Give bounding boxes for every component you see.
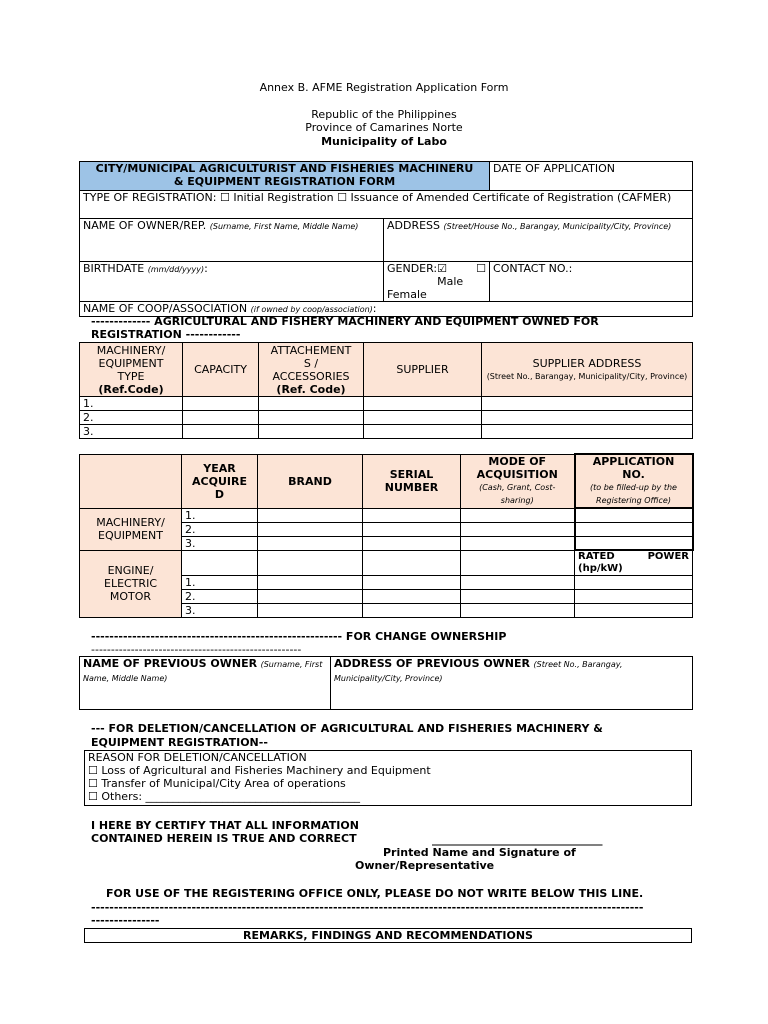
col-attachments-line3: ACCESSORIES	[272, 369, 350, 383]
engine-line3: MOTOR	[109, 590, 152, 604]
birthdate-field[interactable]	[80, 262, 384, 302]
col-attachments-header	[259, 343, 364, 397]
owner-address-hint: (Street/House No., Barangay, Municipality/City, Province)	[443, 222, 672, 231]
owner-name-label: NAME OF OWNER/REP.	[83, 219, 207, 232]
col-machinery-type-header	[80, 343, 183, 397]
col-supplier-address-header	[482, 343, 693, 397]
table-cell[interactable]	[363, 522, 461, 536]
section-machinery-heading-2: REGISTRATION ------------	[91, 328, 241, 341]
col-serial-number-header	[363, 454, 461, 508]
table-cell[interactable]	[575, 576, 693, 590]
table-cell[interactable]	[461, 536, 575, 550]
table-cell[interactable]	[575, 604, 693, 618]
table-row	[80, 397, 693, 411]
table-cell[interactable]	[575, 590, 693, 604]
table-cell[interactable]	[461, 550, 575, 576]
certify-line-2: CONTAINED HEREIN IS TRUE AND CORRECT	[91, 832, 357, 845]
table-cell[interactable]	[364, 425, 482, 439]
row-machinery-equipment-label	[80, 508, 182, 550]
table-cell[interactable]	[363, 590, 461, 604]
section-deletion-heading-1: --- FOR DELETION/CANCELLATION OF AGRICULTURAL AND FISHERIES MACHINERY &	[91, 722, 603, 735]
table-cell[interactable]	[461, 590, 575, 604]
certify-line-1: I HERE BY CERTIFY THAT ALL INFORMATION	[91, 819, 359, 832]
col-attachments-line2: S /	[303, 356, 319, 370]
section-change-ownership-dashes: -----------------------------------------------------	[91, 643, 302, 656]
col-attachments-line1: ATTACHEMENT	[270, 343, 352, 357]
previous-owner-address-field[interactable]	[331, 657, 693, 710]
birthdate-label: BIRTHDATE	[83, 262, 145, 275]
col-year-line1: YEAR	[203, 461, 236, 475]
table-cell[interactable]	[259, 397, 364, 411]
table-cell[interactable]	[575, 508, 693, 522]
table-cell[interactable]	[258, 508, 363, 522]
col-attachments-refcode: (Ref. Code)	[276, 382, 346, 396]
office-dashes-1: -------------------------------------------------------------------------------------------------------------------------	[91, 901, 644, 914]
col-supplier-address-label: SUPPLIER ADDRESS	[532, 356, 642, 370]
col-serial-line2: NUMBER	[384, 481, 439, 494]
type-of-registration-text: TYPE OF REGISTRATION: ☐ Initial Registration ☐ Issuance of Amended Certificate of Registration (CAFMER)	[83, 191, 672, 204]
office-use-notice: FOR USE OF THE REGISTERING OFFICE ONLY, PLEASE DO NOT WRITE BELOW THIS LINE.	[106, 887, 644, 900]
rated-power-unit: (hp/kW)	[578, 563, 623, 574]
table-cell[interactable]	[461, 576, 575, 590]
form-title-line1: CITY/MUNICIPAL AGRICULTURIST AND FISHERIES MACHINERU	[95, 162, 474, 175]
table-cell[interactable]	[482, 425, 693, 439]
table-cell[interactable]	[363, 576, 461, 590]
gender-female-label: Female	[387, 288, 427, 301]
table-cell[interactable]	[482, 411, 693, 425]
col-mode-line1: MODE OF	[488, 455, 547, 468]
deletion-reason-label: REASON FOR DELETION/CANCELLATION	[88, 751, 307, 764]
machinery-line1: MACHINERY/	[96, 516, 165, 529]
form-title-line2: & EQUIPMENT REGISTRATION FORM	[173, 175, 396, 188]
date-of-application-field[interactable]	[490, 162, 693, 191]
row-number[interactable]: 3.	[182, 536, 258, 550]
rated-label: RATED	[578, 551, 615, 562]
previous-owner-table	[79, 656, 693, 710]
col-appno-hint: (to be filled-up by the Registering Office)	[590, 483, 677, 505]
contact-number-field[interactable]	[490, 262, 693, 302]
col-capacity-header: CAPACITY	[183, 343, 259, 397]
signature-label-2: Owner/Representative	[355, 859, 495, 872]
row-engine-motor-label	[80, 550, 182, 618]
col-machinery-type-line2: EQUIPMENT	[98, 356, 164, 370]
previous-owner-name-field[interactable]	[80, 657, 331, 710]
reason-loss-checkbox[interactable]: ☐ Loss of Agricultural and Fisheries Machinery and Equipment	[88, 764, 431, 777]
section-machinery-heading-1: ------------- AGRICULTURAL AND FISHERY MACHINERY AND EQUIPMENT OWNED FOR	[91, 315, 599, 328]
table-cell[interactable]	[363, 604, 461, 618]
coop-hint: (if owned by coop/association)	[250, 305, 373, 314]
table-cell[interactable]	[363, 550, 461, 576]
annex-title: Annex B. AFME Registration Application Form	[259, 81, 509, 94]
municipality-text: Municipality of Labo	[321, 135, 447, 148]
table-cell[interactable]	[182, 550, 258, 576]
col-year-line2: ACQUIRE	[192, 474, 247, 488]
signature-label-1: Printed Name and Signature of	[383, 846, 576, 859]
col-brand-header: BRAND	[258, 454, 363, 508]
registration-info-table	[79, 161, 693, 317]
row-number[interactable]: 2.	[182, 590, 258, 604]
table-cell[interactable]	[258, 522, 363, 536]
table-cell[interactable]	[363, 508, 461, 522]
rated-power-cell[interactable]	[575, 550, 693, 576]
col-year-acquired-header	[182, 454, 258, 508]
birthdate-hint: (mm/dd/yyyy)	[147, 265, 205, 274]
republic-text: Republic of the Philippines	[311, 108, 457, 121]
owner-address-field[interactable]	[384, 219, 693, 262]
power-label: POWER	[647, 551, 689, 562]
engine-line2: ELECTRIC	[104, 577, 157, 591]
signature-line[interactable]: _______________________________	[432, 833, 603, 846]
table-cell[interactable]	[258, 550, 363, 576]
table-row	[80, 508, 693, 522]
table-cell[interactable]	[575, 536, 693, 550]
row-number[interactable]: 1.	[182, 508, 258, 522]
previous-owner-name-hint: (Surname, First Name, Middle Name)	[83, 660, 323, 683]
col-mode-acquisition-header	[461, 454, 575, 508]
gender-label: GENDER:	[387, 262, 438, 275]
previous-owner-address-label: ADDRESS OF PREVIOUS OWNER	[334, 657, 530, 670]
remarks-header: REMARKS, FINDINGS AND RECOMMENDATIONS	[85, 929, 692, 943]
coop-label: NAME OF COOP/ASSOCIATION	[83, 302, 248, 315]
row-number[interactable]: 3.	[182, 604, 258, 618]
section-change-ownership-heading: ------------------------------------------------------- FOR CHANGE OWNERSHIP	[91, 630, 507, 643]
col-mode-line2: ACQUISITION	[476, 468, 558, 481]
col-supplier-header: SUPPLIER	[364, 343, 482, 397]
table-cell[interactable]	[364, 411, 482, 425]
table-cell[interactable]	[461, 604, 575, 618]
owner-address-label: ADDRESS	[387, 219, 441, 232]
row-number[interactable]: 2.	[182, 522, 258, 536]
table-row	[80, 425, 693, 439]
col-appno-line2: NO.	[622, 468, 645, 481]
col-appno-line1: APPLICATION	[592, 455, 675, 468]
col-serial-line1: SERIAL	[389, 468, 434, 481]
table-cell[interactable]	[258, 604, 363, 618]
table-cell[interactable]	[461, 522, 575, 536]
blank-header-cell	[80, 454, 182, 508]
contact-number-label: CONTACT NO.:	[493, 262, 573, 275]
owner-name-field[interactable]	[80, 219, 384, 262]
previous-owner-name-label: NAME OF PREVIOUS OWNER	[83, 657, 258, 670]
col-machinery-type-refcode: (Ref.Code)	[98, 382, 164, 396]
table-cell[interactable]	[258, 590, 363, 604]
engine-line1: ENGINE/	[107, 564, 154, 578]
row-number[interactable]: 3.	[80, 425, 183, 439]
machinery-line2: EQUIPMENT	[98, 529, 163, 542]
row-number[interactable]: 2.	[80, 411, 183, 425]
table-cell[interactable]	[183, 397, 259, 411]
gender-field[interactable]	[384, 262, 490, 302]
table-cell[interactable]	[183, 411, 259, 425]
row-number[interactable]: 1.	[182, 576, 258, 590]
gender-female-checkbox[interactable]: ☐	[476, 262, 487, 275]
table-cell[interactable]	[258, 536, 363, 550]
province-text: Province of Camarines Norte	[305, 121, 463, 134]
table-cell[interactable]	[461, 508, 575, 522]
deletion-reason-table	[84, 750, 692, 806]
table-cell[interactable]	[575, 522, 693, 536]
col-mode-hint: (Cash, Grant, Cost-sharing)	[479, 483, 556, 505]
coop-colon: :	[372, 302, 377, 315]
table-row	[80, 411, 693, 425]
table-cell[interactable]	[259, 411, 364, 425]
previous-owner-address-hint: (Street No., Barangay, Municipality/City, Province)	[334, 660, 623, 683]
machinery-owned-table	[79, 342, 693, 439]
table-cell[interactable]	[259, 425, 364, 439]
col-machinery-type-line1: MACHINERY/	[96, 343, 166, 357]
machinery-details-table	[79, 453, 694, 618]
date-of-application-label: DATE OF APPLICATION	[493, 162, 615, 175]
form-title-cell	[80, 162, 490, 191]
birthdate-colon: :	[204, 262, 208, 275]
deletion-reason-cell	[85, 751, 692, 806]
type-of-registration-field[interactable]	[80, 191, 693, 219]
office-dashes-2: ---------------	[91, 914, 160, 927]
col-year-line3: D	[214, 487, 225, 501]
reason-others-checkbox[interactable]: ☐ Others: _______________________________________	[88, 790, 361, 803]
col-application-no-header	[575, 454, 693, 508]
table-cell[interactable]	[364, 397, 482, 411]
col-supplier-address-hint: (Street No., Barangay, Municipality/City, Province)	[486, 371, 688, 381]
remarks-table	[84, 928, 692, 943]
gender-male-checkbox[interactable]: ☑ Male	[437, 262, 464, 288]
owner-name-hint: (Surname, First Name, Middle Name)	[209, 222, 359, 231]
table-cell[interactable]	[183, 425, 259, 439]
table-row	[80, 550, 693, 576]
table-cell[interactable]	[363, 536, 461, 550]
row-number[interactable]: 1.	[80, 397, 183, 411]
col-machinery-type-line3: TYPE	[117, 369, 145, 383]
reason-transfer-checkbox[interactable]: ☐ Transfer of Municipal/City Area of operations	[88, 777, 346, 790]
table-cell[interactable]	[482, 397, 693, 411]
table-cell[interactable]	[258, 576, 363, 590]
section-deletion-heading-2: EQUIPMENT REGISTRATION--	[91, 736, 268, 749]
